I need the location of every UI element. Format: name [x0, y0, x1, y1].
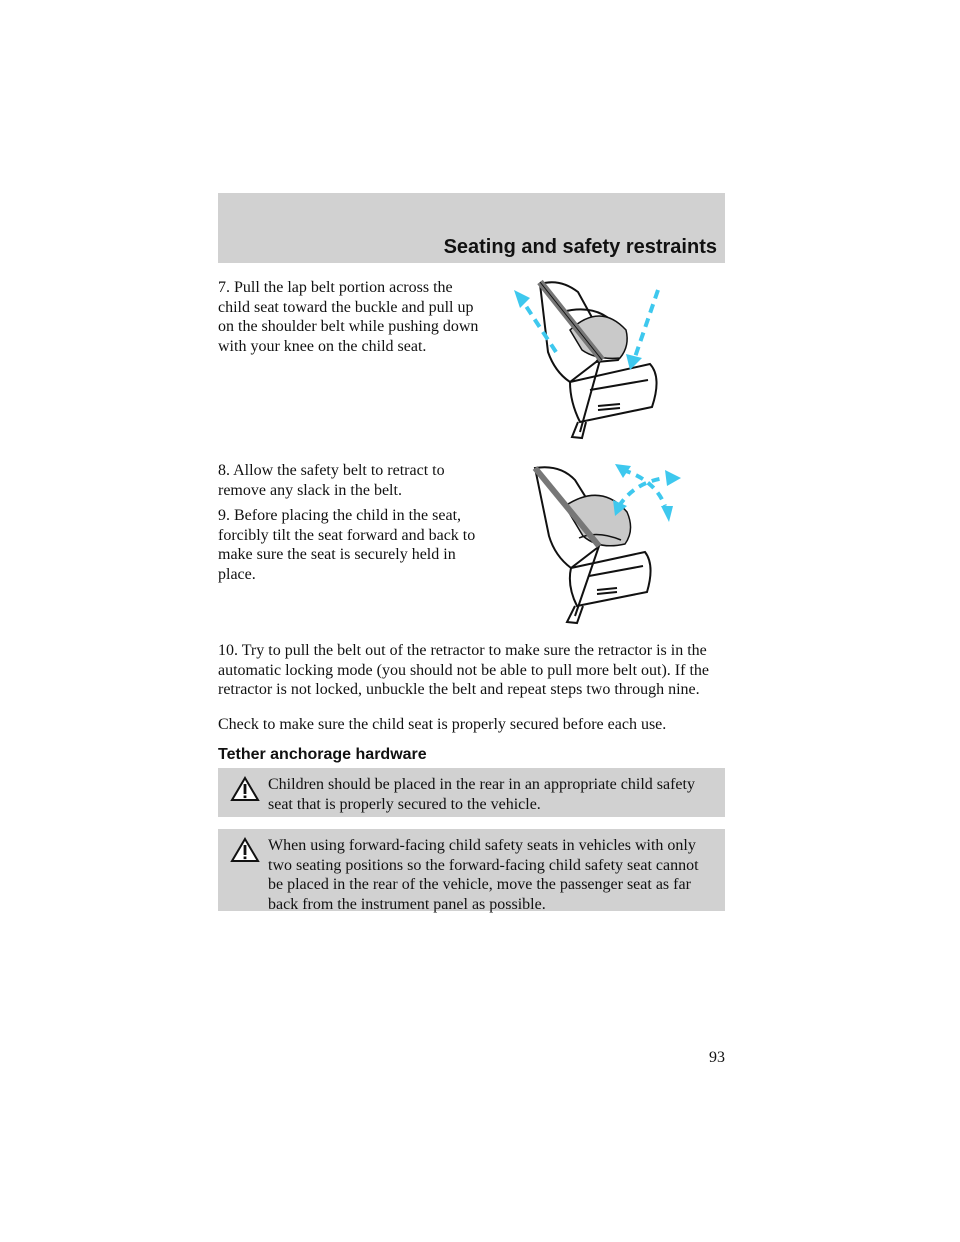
page-number: 93 [709, 1049, 725, 1066]
step-8-text: 8. Allow the safety belt to retract to remove any slack in the belt. [218, 462, 445, 499]
warning-triangle-icon [230, 776, 260, 802]
check-text: Check to make sure the child seat is properly secured before each use. [218, 716, 667, 733]
warning-triangle-icon [230, 837, 260, 863]
tether-anchorage-heading: Tether anchorage hardware [218, 746, 427, 763]
child-seat-belt-tightening-illustration [500, 272, 680, 444]
section-title: Seating and safety restraints [443, 236, 717, 258]
section-header [218, 193, 725, 263]
warning-box-2 [218, 829, 725, 911]
step-9-text: 9. Before placing the child in the seat, forcibly tilt the seat forward and back to make sure the seat is securely held in place. [218, 507, 476, 583]
warning-2-text: When using forward-facing child safety seats in vehicles with only two seating positions so the forward-facing child safety seat cannot be placed in the rear of the vehicle, move the passenger seat as far back from the instrument panel as possible. [268, 837, 699, 913]
warning-box-1 [218, 768, 725, 817]
step-7-text: 7. Pull the lap belt portion across the child seat toward the buckle and pull up on the shoulder belt while pushing down with your knee on the child seat. [218, 279, 479, 355]
warning-1-text: Children should be placed in the rear in an appropriate child safety seat that is properly secured to the vehicle. [268, 776, 695, 813]
child-seat-tilt-check-illustration [505, 460, 690, 630]
step-10-text: 10. Try to pull the belt out of the retractor to make sure the retractor is in the automatic locking mode (you should not be able to pull more belt out). If the retractor is not locked, unbuckle the belt and repeat steps two through nine. [218, 642, 709, 698]
